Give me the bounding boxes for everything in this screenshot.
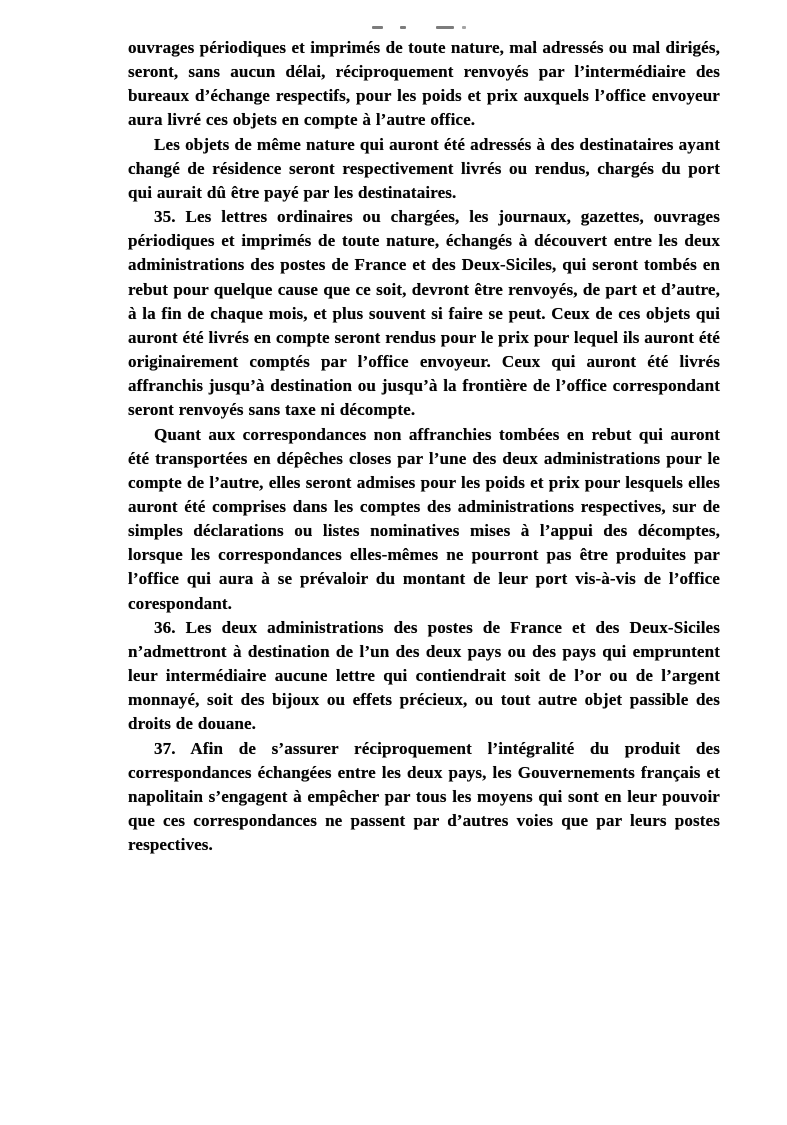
scan-speck (462, 26, 466, 29)
scan-speck (372, 26, 383, 29)
scan-speck (400, 26, 406, 29)
scan-speckles (0, 26, 787, 34)
paragraph-continuation: ouvrages périodiques et imprimés de toute nature, mal adressés ou mal dirigés, seront, sans aucun délai, réciproquement renvoyés par l’intermédiaire des bureaux d’échange respectifs, pour les poids et prix auxquels l’office envoyeur aura livré ces objets en compte à l’autre office. (128, 38, 720, 130)
scan-speck (436, 26, 454, 29)
text-column (128, 36, 720, 857)
article-37: 37. Afin de s’assurer réciproquement l’intégralité du produit des correspondances échangées entre les deux pays, les Gouvernements français et napolitain s’engagent à empêcher par tous les moyens qui sont en leur pouvoir que ces correspondances ne passent par d’autres voies que par leurs postes respectives. (128, 738, 720, 855)
paragraph: Les objets de même nature qui auront été adressés à des destinataires ayant changé de résidence seront respectivement livrés ou rendus, chargés du port qui aurait dû être payé par les destinataires. (128, 134, 720, 202)
article-36: 36. Les deux administrations des postes de France et des Deux-Siciles n’admettront à destination de l’un des deux pays ou des pays qui empruntent leur intermédiaire aucune lettre qui contiendrait soit de l’or ou de l’argent monnayé, soit des bijoux ou effets précieux, ou tout autre objet passible des droits de douane. (128, 617, 720, 734)
paragraph: Quant aux correspondances non affranchies tombées en rebut qui auront été transportées en dépêches closes par l’une des deux administrations pour le compte de l’autre, elles seront admises pour les poids et prix pour lesquels elles auront été comprises dans les comptes des administrations respectives, sur de simples déclarations ou listes nominatives mises à l’appui des décomptes, lorsque les correspondances elles-mêmes ne pourront pas être produites par l’office qui aura à se prévaloir du montant de leur port vis-à-vis de l’office corespondant. (128, 424, 720, 613)
article-35: 35. Les lettres ordinaires ou chargées, les journaux, gazettes, ouvrages périodiques et imprimés de toute nature, échangés à découvert entre les deux administrations des postes de France et des Deux-Siciles, qui seront tombés en rebut pour quelque cause que ce soit, devront être renvoyés, de part et d’autre, à la fin de chaque mois, et plus souvent si faire se peut. Ceux de ces objets qui auront été livrés en compte seront rendus pour le prix pour lequel ils auront été originairement comptés par l’office envoyeur. Ceux qui auront été livrés affranchis jusqu’à destination ou jusqu’à la frontière de l’office correspondant seront renvoyés sans taxe ni décompte. (128, 207, 720, 420)
